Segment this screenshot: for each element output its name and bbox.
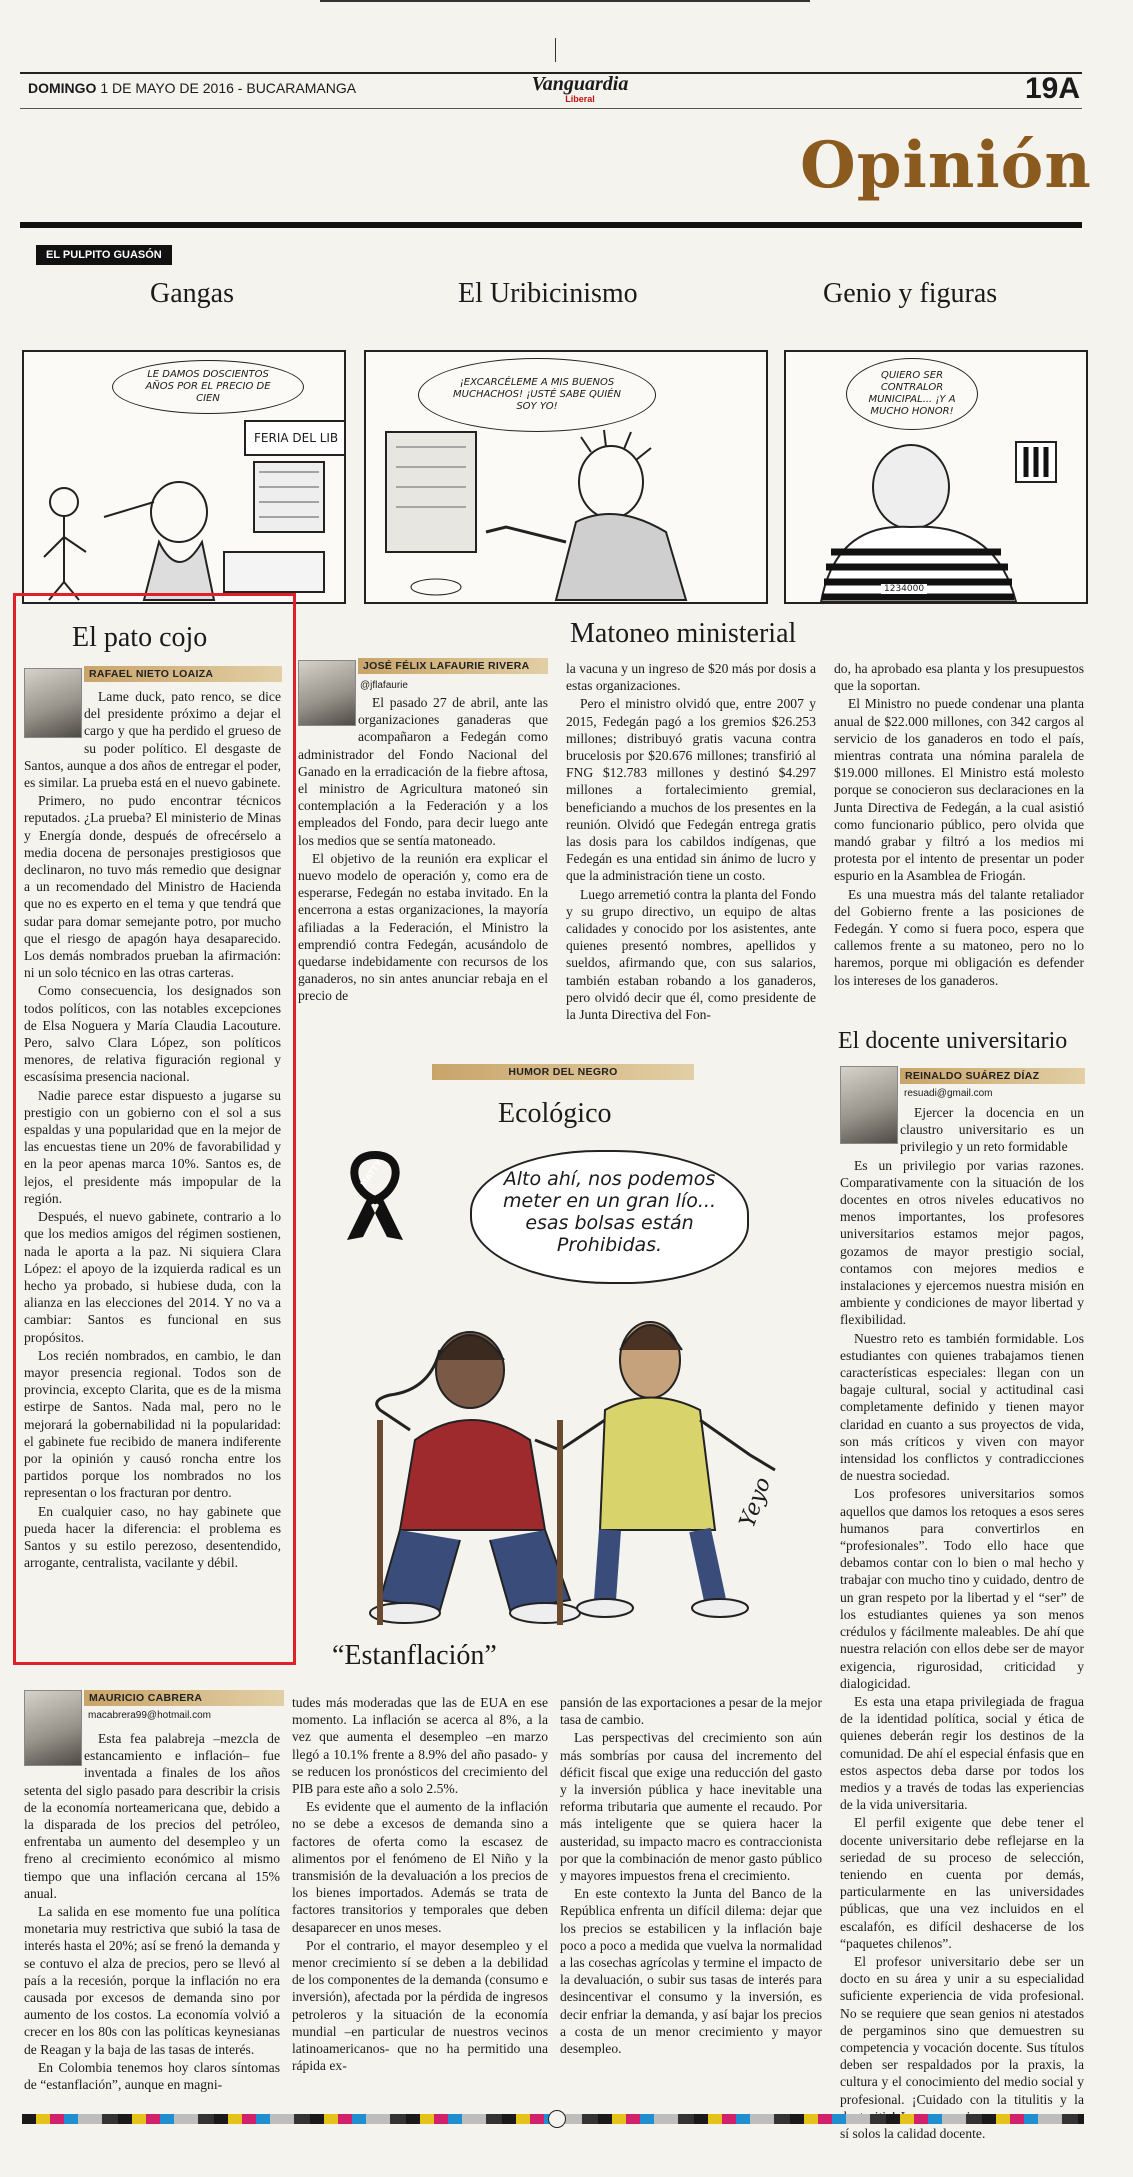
docente-paragraph: El perfil exigente que debe tener el docente universitario debe reflejarse en la seriedad de su proceso de selección, teniendo en cuenta por demás, particularmente en las universidades públicas, que una vez incluidos en el escalafón, es difícil deshacerse de los “paquetes chilenos”. bbox=[840, 1815, 1084, 1951]
docente-body bbox=[840, 1104, 1084, 2143]
estanflacion-email: macabrera99@hotmail.com bbox=[88, 1710, 211, 1721]
pato-body bbox=[24, 688, 281, 1572]
ecologico-bubble-line: esas bolsas están bbox=[525, 1212, 694, 1234]
matoneo-handle: @jflafaurie bbox=[360, 680, 408, 691]
estanflacion-paragraph: Por el contrario, el mayor desempleo y el menor crecimiento sí se deben a la debilidad de los componentes de la demanda (consumo e inversión), afectada por la pérdida de ingresos petroleros y la situación de la economía mundial –en particular de nuestros vecinos latinoamericanos- que no ha permitido una rápida ex- bbox=[292, 1937, 548, 2074]
uribicinismo-drawing bbox=[366, 352, 766, 602]
speech-bubble-3: QUIERO SER CONTRALOR MUNICIPAL... ¡Y A MUCHO HONOR! bbox=[846, 358, 978, 430]
estanflacion-col-3 bbox=[560, 1694, 822, 2058]
center-crop-mark bbox=[555, 38, 556, 62]
matoneo-paragraph: Pero el ministro olvidó que, entre 2007 y 2015, Fedegán pagó a los gremios $26.253 millones; distribuyó gratis vacuna contra brucelosis por $20.676 millones; transfirió al FNG $12.783 millones y destinó $4.297 millones a fortalecimiento gremial, beneficiando a muchos de los presentes en la reunión. Olvidó que Fedegán entrega gratis las dosis para los cabildos indígenas, que Fedegán es una entidad sin ánimo de lucro y que la administración tiene un costo. bbox=[566, 696, 816, 884]
docente-paragraph: Es esta una etapa privilegiada de fragua de la identidad política, social y ética de quienes deberán regir los destinos de la comunidad. De ahí el especial énfasis que en estos aspectos deba darse por todos los medios y a través de todas las experiencias de la vida universitaria. bbox=[840, 1693, 1084, 1813]
book-fair-sign: FERIA DEL LIB bbox=[244, 420, 346, 456]
header-day: DOMINGO bbox=[28, 80, 97, 96]
matoneo-paragraph: El objetivo de la reunión era explicar el nuevo modelo de operación y, como era de esperarse, Fedegán no estaba invitado. En la encerrona a estas organizaciones, la mayoría afiliadas a la Federación, el Ministro la emprendió contra Fedegán, acusándolo de quedarse indebidamente con recursos de los ganaderos, no sin antes anunciar rebaja en el precio de bbox=[298, 850, 548, 1004]
cartoon-tag: EL PULPITO GUASÓN bbox=[36, 245, 172, 265]
estanflacion-paragraph: pansión de las exportaciones a pesar de la mejor tasa de cambio. bbox=[560, 1695, 822, 1728]
ecologico-bubble-line: meter en un gran lío... bbox=[503, 1190, 716, 1212]
ribbon-label: MATTY bbox=[358, 1157, 384, 1189]
docente-title: El docente universitario bbox=[838, 1028, 1068, 1054]
cartoon-title-2: El Uribicinismo bbox=[458, 278, 638, 309]
prisoner-drawing bbox=[786, 352, 1086, 602]
matoneo-paragraph: El Ministro no puede condenar una planta anual de $22.000 millones, con 342 cargos al servicio de los ganaderos en todo el país, mientras contrata una nómina paralela de $19.000 millones. El Ministro está molesto porque se conocieron sus declaraciones en la Junta Directiva de Fedegán, a la cual asistió como funcionario público, pero olvida que mandó grabar y filtró a los medios mi protesta por el intento de presentar un poder espurio en la Asamblea de Friogán. bbox=[834, 696, 1084, 884]
top-rule bbox=[320, 0, 810, 2]
docente-paragraph: Ejercer la docencia en un claustro universitario es un privilegio y un reto formidable bbox=[900, 1105, 1084, 1155]
matoneo-author: JOSÉ FÉLIX LAFAURIE RIVERA bbox=[358, 658, 548, 674]
estanflacion-paragraph: Es evidente que el aumento de la inflación no se debe a excesos de demanda sino a factores de oferta como la escasez de alimentos por el fenómeno de El Niño y la transmisión de la devaluación a los precios de los bienes importados. Además se trata de factores transitorios y temporales que deben desaparecer en unos meses. bbox=[292, 1799, 548, 1935]
estanflacion-paragraph: tudes más moderadas que las de EUA en ese momento. La inflación se acerca al 8%, a la vez que aumenta el desempleo –en marzo llegó a 10.1% frente a 8.9% del año pasado- y se reducen los pronósticos del crecimiento del PIB para este año a solo 2.5%. bbox=[292, 1695, 548, 1797]
docente-author: REINALDO SUÁREZ DÍAZ bbox=[900, 1068, 1085, 1084]
estanflacion-paragraph: Esta fea palabreja –mezcla de estancamiento e inflación– fue inventada a finales de los años setenta del siglo pasado para describir la crisis de la economía norteamericana que, debido a la disparada de los precios del petróleo, enfrentaba un aumento del desempleo y un freno al crecimiento económico al mismo tiempo que una inflación cercana al 15% anual. bbox=[24, 1731, 280, 1901]
estanflacion-paragraph: La salida en ese momento fue una política monetaria muy restrictiva que subió la tasa de interés hasta el 20%; así se frenó la demanda y se contuvo el alza de precios, pero se llevó al país a la recesión, porque la inflación no era causada por excesos de demanda sino por aumento de los costos. La economía volvió a crecer en los 80s con las políticas keynesianas de Reagan y la baja de las tasas de interés. bbox=[24, 1904, 280, 2057]
section-title: Opinión bbox=[800, 128, 1092, 203]
cartoon-panel-1 bbox=[22, 350, 346, 604]
pato-paragraph: Como consecuencia, los designados son todos políticos, con las notables excepciones de Elsa Noguera y María Claudia Lacouture. Pero, salvo Clara López, son políticos menores, de relativa figuración regional y escasísima presencia nacional. bbox=[24, 983, 281, 1085]
estanflacion-col-1 bbox=[24, 1730, 280, 2094]
matoneo-col-2 bbox=[566, 660, 816, 1024]
cartoon-title-3: Genio y figuras bbox=[823, 278, 998, 309]
ecologico-bubble-line: Prohibidas. bbox=[556, 1234, 663, 1256]
header-dateline bbox=[28, 80, 356, 96]
docente-paragraph: Nuestro reto es también formidable. Los estudiantes con quienes trabajamos tienen características especiales: llegan con un bagaje cultural, social y actitudinal casi completamente definido y tienen mayor claridad en cuanto a sus proyectos de vida, son más críticos y viven con mayor intensidad los conflictos y contradicciones de nuestra sociedad. bbox=[840, 1330, 1084, 1484]
matoneo-title: Matoneo ministerial bbox=[570, 618, 797, 649]
prisoner-number: 1234000 bbox=[881, 584, 927, 594]
pato-paragraph: Lame duck, pato renco, se dice del presidente próximo a dejar el cargo y que ha perdido el grueso de su poder político. El desgaste de Santos, aunque a dos años de entregar el poder, es similar. La prueba está en el nuevo gabinete. bbox=[24, 689, 281, 791]
pato-paragraph: En cualquier caso, no hay gabinete que pueda hacer la diferencia: el problema es Santos y su estilo perezoso, desentendido, arrogante, centralista, vacilante y débil. bbox=[24, 1503, 281, 1571]
logo-main: Vanguardia bbox=[531, 73, 629, 95]
speech-bubble-2: ¡EXCARCÉLEME A MIS BUENOS MUCHACHOS! ¡USTÉ SABE QUIÉN SOY YO! bbox=[418, 358, 656, 432]
matoneo-paragraph: Es una muestra más del talante retaliador del Gobierno frente a las posiciones de Fedegán. Y como si fuera poco, espera que callemos frente a su matoneo, pero no lo haremos, porque mi obligación es defender los intereses de los ganaderos. bbox=[834, 886, 1084, 988]
newspaper-logo bbox=[520, 74, 640, 104]
page-number: 19A bbox=[1025, 72, 1081, 105]
cartoon-title-1: Gangas bbox=[150, 278, 234, 309]
estanflacion-paragraph: En Colombia tenemos hoy claros síntomas de “estanflación”, aunque en magni- bbox=[24, 2059, 280, 2093]
estanflacion-col-2 bbox=[292, 1694, 548, 2075]
cartoonist-signature: Yeyo bbox=[735, 1474, 777, 1531]
ecologico-bubble-line: Alto ahí, nos podemos bbox=[503, 1168, 716, 1190]
pato-paragraph: Nadie parece estar dispuesto a jugarse su prestigio con un gobierno con el sol a sus espaldas y una popularidad que en la mejor de las encuestas tiene un 20% de favorabilidad y en la peor apenas marca 10%. Santos es, de lejos, el presidente más impopular de la región. bbox=[24, 1087, 281, 1206]
ecologico-drawing bbox=[320, 1280, 820, 1630]
pato-title: El pato cojo bbox=[72, 622, 208, 653]
docente-email: resuadi@gmail.com bbox=[904, 1088, 993, 1099]
ecologico-bubble bbox=[470, 1150, 749, 1284]
book-fair-drawing bbox=[24, 352, 344, 602]
matoneo-col-1 bbox=[298, 694, 548, 1006]
matoneo-paragraph: do, ha aprobado esa planta y los presupuestos que la soportan. bbox=[834, 661, 1084, 694]
ecologico-tag: HUMOR DEL NEGRO bbox=[432, 1064, 694, 1080]
cartoon-panel-3 bbox=[784, 350, 1088, 604]
docente-paragraph: Es un privilegio por varias razones. Comparativamente con la situación de los docentes en otros niveles educativos no menos importantes, los profesores universitarios estamos mejor pagos, gozamos de mayor prestigio social, contamos con mejores medios e instalaciones y ejercemos nuestra misión en ambiente y condiciones de mayor libertad y flexibilidad. bbox=[840, 1157, 1084, 1328]
matoneo-paragraph: El pasado 27 de abril, ante las organizaciones ganaderas que acompañaron a Fedegán como administrador del Fondo Nacional del Ganado en la erradicación de la fiebre aftosa, el ministro de Agricultura matoneó sin contemplación a la Federación y a los empleados del Fondo, para decir luego ante los medios que se sentía matoneado. bbox=[298, 695, 548, 848]
pato-paragraph: Primero, no pudo encontrar técnicos reputados. ¿La prueba? El ministerio de Minas y Energía donde, después de ofrecérselo a media docena de personajes prestigiosos que declinaron, no tuvo más remedio que designar a un recomendado del Ministro de Hacienda que no es experto en el tema y que tendrá que sudar para domar semejante potro, por mucho que el riesgo de apagón haya desaparecido. Los demás nombrados prueban la afirmación: ni un solo técnico en las otras carteras. bbox=[24, 793, 281, 981]
header-rule-2 bbox=[20, 108, 1082, 109]
speech-bubble-1: LE DAMOS DOSCIENTOS AÑOS POR EL PRECIO DE CIEN bbox=[112, 360, 304, 414]
logo-sub: Liberal bbox=[565, 94, 595, 104]
pato-author: RAFAEL NIETO LOAIZA bbox=[84, 666, 282, 682]
matoneo-col-3 bbox=[834, 660, 1084, 990]
docente-paragraph: El profesor universitario debe ser un docto en su área y unir a su especialidad suficiente experiencia de vida profesional. No se requiere que sean genios ni atestados de pergaminos sino que demuestren su competencia y vocación docente. Sus títulos deben ser respaldados por la praxis, la cultura y el conocimiento del medio social y profesional. ¡Cuidado con la titulitis y la sí solos la calidad docente. bbox=[840, 1953, 1084, 2141]
estanflacion-title: “Estanflación” bbox=[332, 1640, 497, 1671]
estanflacion-paragraph: En este contexto la Junta del Banco de la República enfrenta un difícil dilema: dejar que los precios se estabilicen y la inflación baje poco a poco a medida que vuelva la normalidad a las cosechas agrícolas y termine el impacto de la devaluación, o subir sus tasas de interés para desincentivar el consumo y la inversión, es decir enfriar la demanda, y así bajar los precios a costa de un menor crecimiento y mayor desempleo. bbox=[560, 1886, 822, 2057]
pato-paragraph: Después, el nuevo gabinete, contrario a lo que los medios amigos del régimen sostienen, nada le aporta a la paz. Ni siquiera Clara López: el apoyo de la izquierda radical es un hecho ya probado, si hubiese duda, con la alianza en las elecciones del 2014. Y no va a cambiar: Santos es funcional en sus propósitos. bbox=[24, 1209, 281, 1345]
ecologico-title: Ecológico bbox=[498, 1098, 612, 1129]
cartoon-panel-2 bbox=[364, 350, 768, 604]
docente-paragraph: Los profesores universitarios somos aquellos que damos los retoques a esos seres humanos para convertirlos en “profesionales”. Todo ello hace que debamos contar con lo bien o mal hecho y trabajar con mucho tino y cuidado, dentro de un gran respeto por la libertad y el “ser” de los estudiantes quienes ya son menos crédulos y fácilmente maleables. De ahí que nuestra relación con ellos debe ser de mayor exigencia, rigurosidad, criticidad y dialogicidad. bbox=[840, 1486, 1084, 1691]
estanflacion-paragraph: Las perspectivas del crecimiento son aún más sombrías por causa del incremento del déficit fiscal que exige una reducción del gasto y la inversión pública y hace inevitable una reforma tributaria que aumente el recaudo. Por más inteligente que se quiera hacer la austeridad, su impacto macro es contraccionista por que la combinación de menor gasto público y mayores impuestos frena el crecimiento. bbox=[560, 1730, 822, 1884]
estanflacion-author: MAURICIO CABRERA bbox=[84, 1690, 284, 1706]
matoneo-paragraph: la vacuna y un ingreso de $20 más por dosis a estas organizaciones. bbox=[566, 661, 816, 694]
header-date: 1 DE MAYO DE 2016 - BUCARAMANGA bbox=[100, 80, 357, 96]
pato-paragraph: Los recién nombrados, en cambio, le dan mayor presencia regional. Todos son de provincia, excepto Clarita, que es de la misma estirpe de Santos. Nada mal, pero no le mejorará la gobernabilidad ni la popularidad: el gabinete fue recibido de manera indiferente por la opinión y causó roncha entre los partidos porque los nombrados no los representan o los fracturan por dentro. bbox=[24, 1347, 281, 1501]
section-rule bbox=[20, 222, 1082, 228]
matoneo-paragraph: Luego arremetió contra la planta del Fondo y su grupo directivo, un equipo de altas calidades y conocido por los asistentes, ante quienes presentó nombres, apellidos y sueldos, afirmando que, con sus salarios, también estaban robando a los ganaderos, pero olvidó decir que él, como presidente de la Junta Directiva del Fon- bbox=[566, 886, 816, 1023]
registration-mark-icon bbox=[548, 2110, 566, 2128]
